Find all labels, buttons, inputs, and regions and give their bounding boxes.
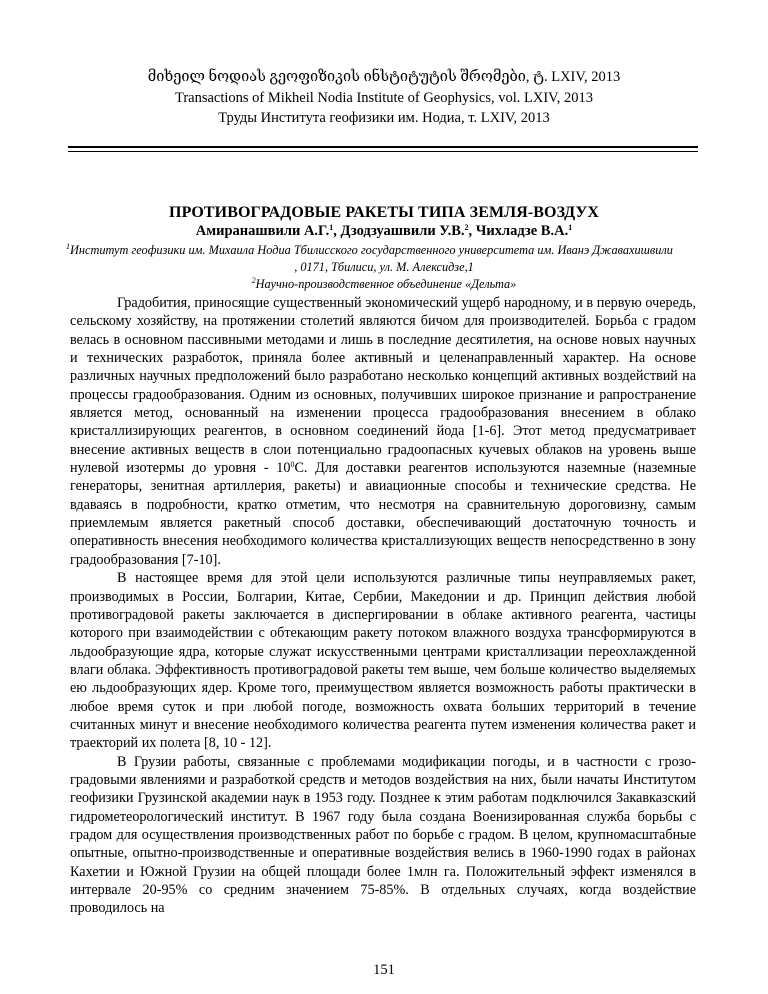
author-list	[0, 222, 768, 240]
article-body	[70, 294, 696, 918]
author-separator: ,	[468, 223, 476, 239]
affiliation-marker: 1	[568, 223, 573, 232]
affiliation-marker: 2	[251, 276, 256, 285]
article-title: ПРОТИВОГРАДОВЫЕ РАКЕТЫ ТИПА ЗЕМЛЯ-ВОЗДУХ	[169, 204, 599, 221]
affiliation-1-text: Институт геофизики им. Михаила Нодиа Тбилисского государственного университета им. Иванэ Джавахишвили	[70, 243, 673, 257]
affiliation-marker: 2	[464, 223, 469, 232]
paragraph-2: В настоящее время для этой цели используются различные типы неуправляемых ракет, производимых в России, Болгарии, Китае, Сербии, Македонии и др. Принцип действия любой противоградовой ракеты заключается в диспергировании в облаке активного реагента, частицы которого при взаимодействии с обтекающим ракету потоком влажного воздуха трансформируются в льдообразующие ядра, которые служат искусственными центрами кристаллизации переохлажденной влаги облака. Эффективность противоградовой ракеты тем выше, чем больше количество выделяемых ею льдообразующих ядер. Кроме того, преимуществом является возможность работы практически в любое время суток и при любой погоде, возможность охвата больших территорий в течение считанных минут и внесение необходимого количества реагента путем изменения количества ракет и траекторий их полета [8, 10 - 12].	[70, 570, 696, 752]
affiliation-2-text: Научно-производственное объединение «Дельта»	[255, 277, 517, 291]
author-separator: ,	[333, 223, 341, 239]
affiliation-1-address: , 0171, Тбилиси, ул. М. Алексидзе,1	[294, 260, 474, 274]
header-rule-thin	[68, 151, 698, 152]
journal-header-russian: Труды Института геофизики им. Нодиа, т. LXIV, 2013	[218, 110, 550, 126]
affiliation-marker: 1	[329, 223, 334, 232]
paragraph-1	[70, 294, 696, 569]
author-name: Чихладзе В.А.	[475, 223, 569, 239]
journal-header-english: Transactions of Mikheil Nodia Institute of Geophysics, vol. LXIV, 2013	[174, 90, 594, 106]
journal-header-georgian: მიხეილ ნოდიას გეოფიზიკის ინსტიტუტის შრომები, ტ. LXIV, 2013	[147, 69, 621, 85]
affiliation-2	[0, 276, 768, 293]
affiliation-1	[66, 242, 706, 259]
author-name: Дзодзуашвили У.В.	[340, 223, 465, 239]
affiliation-marker: 1	[66, 242, 70, 251]
page-number: 151	[373, 962, 395, 978]
author-name: Амиранашвили А.Г.	[195, 223, 330, 239]
paragraph-1-text-a: Градобития, приносящие существенный экономический ущерб народному, и в первую очередь, сельскому хозяйству, на протяжении столетий являются бичом для производителей. Борьба с градом велась в основном пассивными методами и лишь в последние десятилетия, на основе новых научных и технических разработок, приняла более активный и целенаправленный характер. На основе различных научных предположений было разработано несколько концепций активных воздействий на процессы градообразования. Одним из основных, получивших широкое признание и рапространение является метод, основанный на изменении процесса градообразования внесением в облако кристаллизирующих реагентов, в основном соединений йода [1-6]. Этот метод предусматривает внесение активных веществ в слои потенциально градоопасных кучевых облаков на уровень выше нулевой изотермы до уровня - 10	[70, 295, 696, 477]
paragraph-1-text-b: С. Для доставки реагентов используются наземные (наземные генераторы, зенитная артиллерия, ракеты) и авиационные способы и технические средства. Не вдаваясь в подробности, кратко отметим, что несмотря на сравнительную дороговизну, самым приемлемым является ракетный способ доставки, обеспечивающий достаточную точность и оперативность внесения необходимого количества кристаллизующих веществ непосредственно в зону градообразования [7-10].	[70, 460, 696, 568]
paragraph-3: В Грузии работы, связанные с проблемами модификации погоды, и в частности с грозо-градовыми явлениями и разработкой средств и методов воздействия на них, были начаты Институтом геофизики Грузинской академии наук в 1953 году. Позднее к этим работам подключился Закавказский гидрометеорологический институт. В 1967 году была создана Военизированная служба борьбы с градом для осуществления производственных работ по борьбе с градом. В целом, крупномасштабные опытные, опытно-производственные и оперативные воздействия велись в 1960-1990 годах в районах Кахетии и Южной Грузии на общей площади более 1млн га. Положительный эффект изменялся в интервале 20-95% со средним значением 75-85%. В отдельных случаях, когда воздействие проводилось на	[70, 753, 696, 917]
degree-superscript: 0	[290, 460, 295, 470]
header-rule-thick	[68, 146, 698, 148]
